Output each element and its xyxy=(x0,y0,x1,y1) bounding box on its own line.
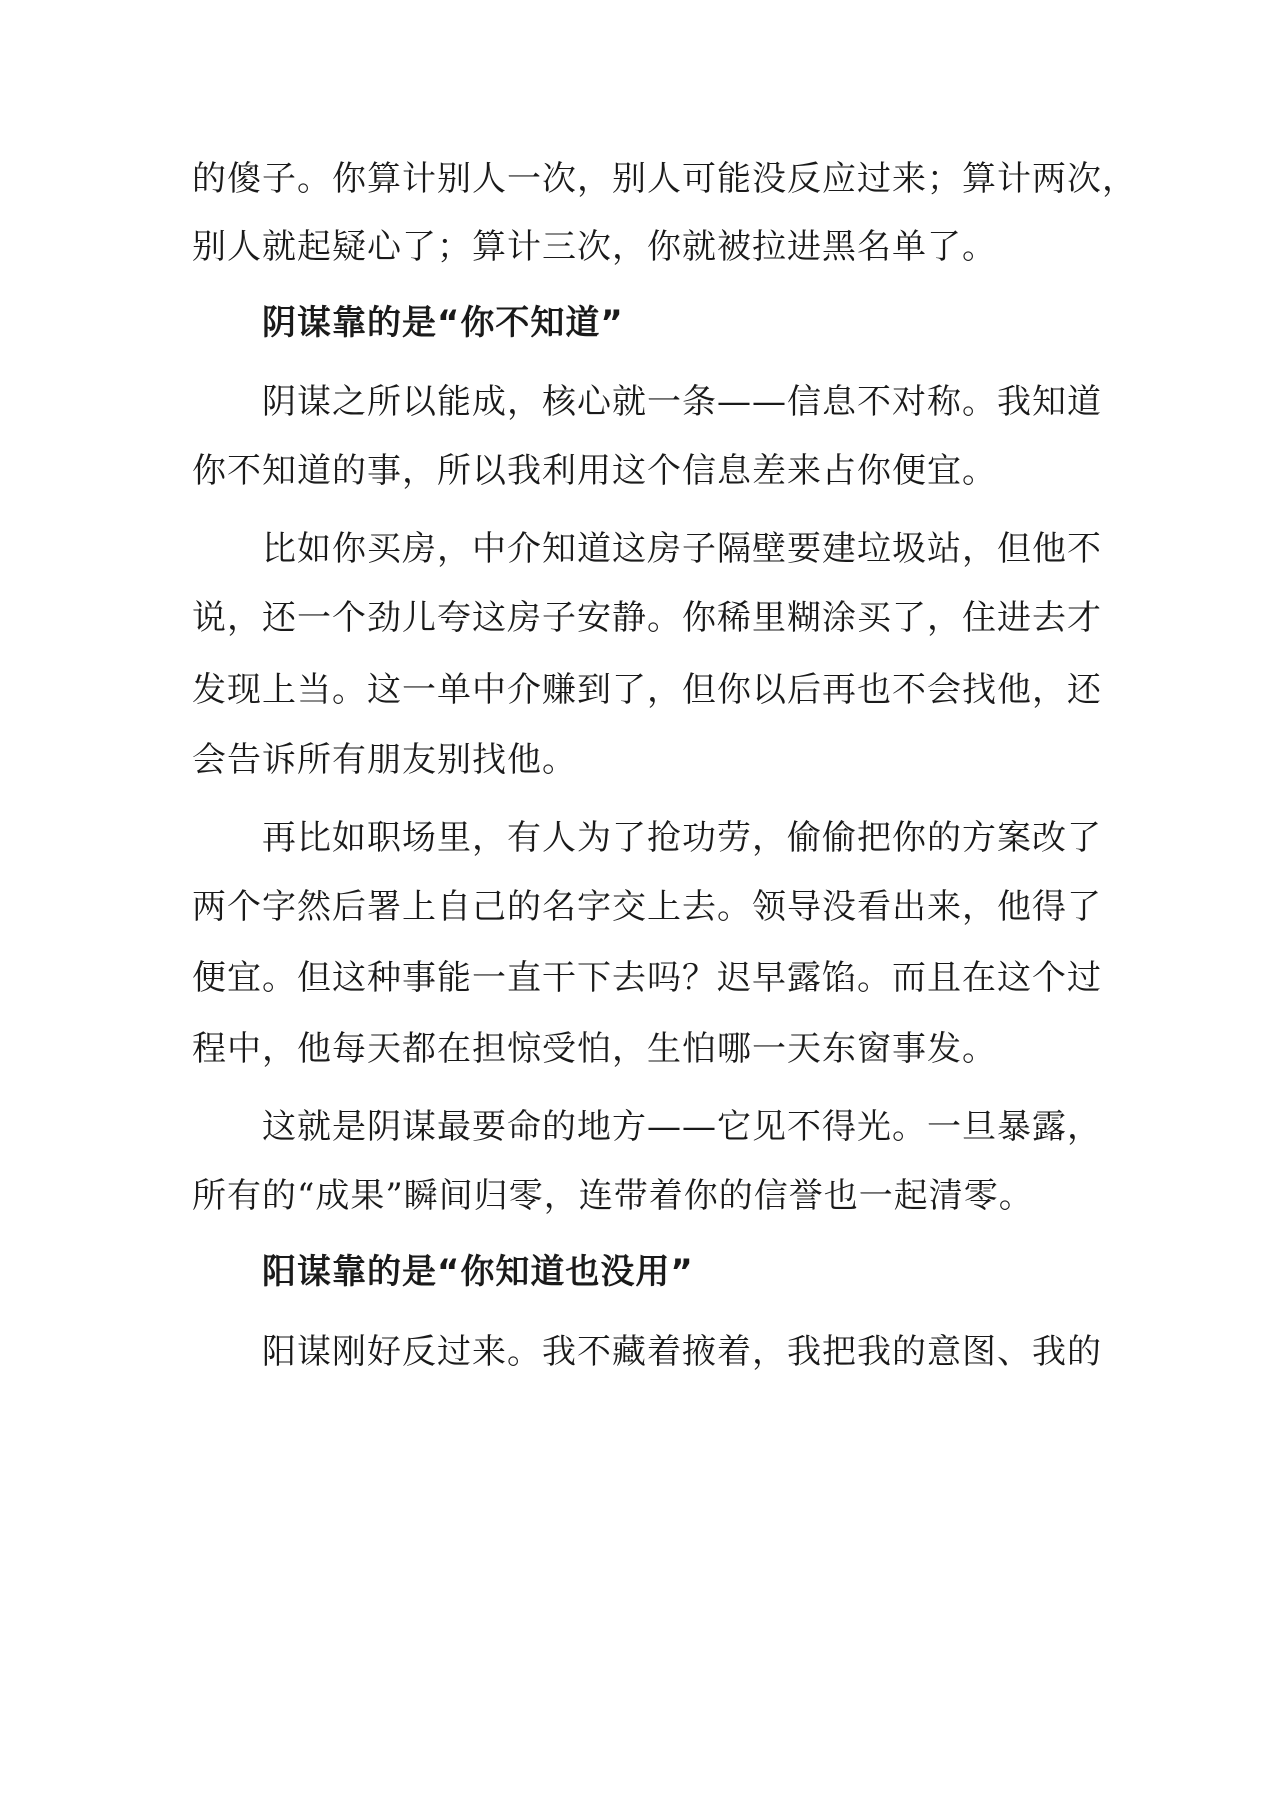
body-line: 便宜。但这种事能一直干下去吗？迟早露馅。而且在这个过 xyxy=(192,958,1102,998)
body-line: 别人就起疑心了；算计三次，你就被拉进黑名单了。 xyxy=(192,227,997,267)
body-line: 会告诉所有朋友别找他。 xyxy=(192,740,577,780)
body-line: 所有的“成果”瞬间归零，连带着你的信誉也一起清零。 xyxy=(192,1176,1034,1216)
body-line: 比如你买房，中介知道这房子隔壁要建垃圾站，但他不 xyxy=(262,529,1102,569)
section-heading: 阳谋靠的是“你知道也没用” xyxy=(262,1252,694,1292)
body-line: 阴谋之所以能成，核心就一条——信息不对称。我知道 xyxy=(262,382,1102,422)
body-line: 说，还一个劲儿夸这房子安静。你稀里糊涂买了，住进去才 xyxy=(192,598,1102,638)
body-line: 阳谋刚好反过来。我不藏着掖着，我把我的意图、我的 xyxy=(262,1332,1102,1372)
body-line: 这就是阴谋最要命的地方——它见不得光。一旦暴露， xyxy=(262,1107,1102,1147)
body-line: 发现上当。这一单中介赚到了，但你以后再也不会找他，还 xyxy=(192,670,1102,710)
body-line: 两个字然后署上自己的名字交上去。领导没看出来，他得了 xyxy=(192,887,1102,927)
section-heading: 阴谋靠的是“你不知道” xyxy=(262,303,624,343)
body-line: 的傻子。你算计别人一次，别人可能没反应过来；算计两次， xyxy=(192,159,1137,199)
body-line: 你不知道的事，所以我利用这个信息差来占你便宜。 xyxy=(192,451,997,491)
body-line: 再比如职场里，有人为了抢功劳，偷偷把你的方案改了 xyxy=(262,818,1102,858)
body-line: 程中，他每天都在担惊受怕，生怕哪一天东窗事发。 xyxy=(192,1029,997,1069)
